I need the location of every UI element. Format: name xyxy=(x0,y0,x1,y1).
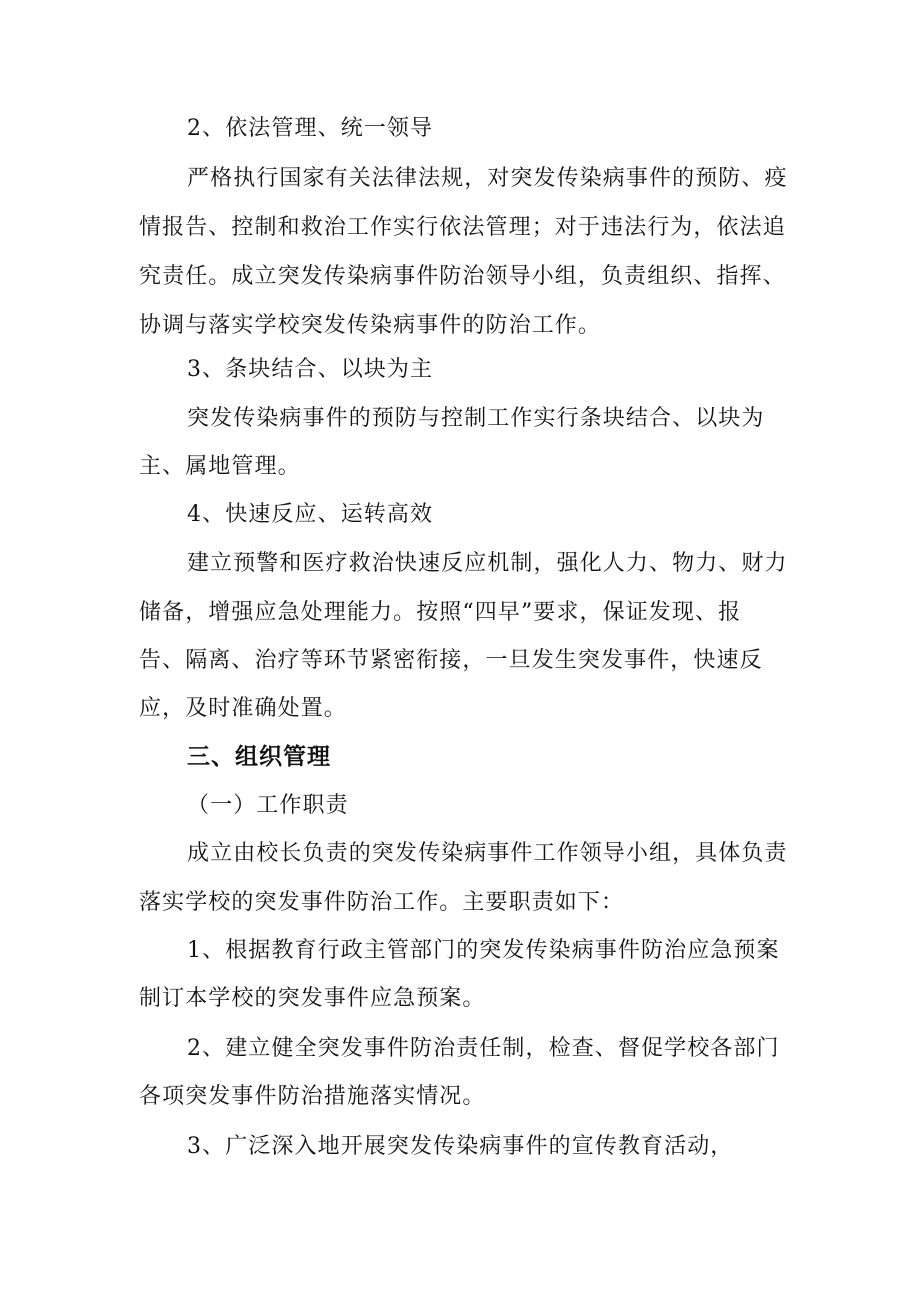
paragraph-line: 究责任。成立突发传染病事件防治领导小组，负责组织、指挥、 xyxy=(139,264,786,289)
principle-4-title: 4、快速反应、运转高效 xyxy=(187,502,434,527)
paragraph-line: 协调与落实学校突发传染病事件的防治工作。 xyxy=(139,313,602,338)
paragraph-line: 应，及时准确处置。 xyxy=(139,696,347,721)
paragraph-line: 各项突发事件防治措施落实情况。 xyxy=(139,1084,486,1109)
paragraph-line: 告、隔离、治疗等环节紧密衔接，一旦发生突发事件，快速反 xyxy=(139,648,763,673)
paragraph-line: 成立由校长负责的突发传染病事件工作领导小组，具体负责 xyxy=(187,841,788,866)
principle-3-title: 3、条块结合、以块为主 xyxy=(187,357,434,382)
subsection-title: （一）工作职责 xyxy=(187,793,349,818)
duty-1-line: 1、根据教育行政主管部门的突发传染病事件防治应急预案 xyxy=(187,938,780,963)
paragraph-line: 主、属地管理。 xyxy=(139,454,301,479)
duty-3-line: 3、广泛深入地开展突发传染病事件的宣传教育活动， xyxy=(187,1134,734,1159)
paragraph-line: 情报告、控制和救治工作实行依法管理；对于违法行为，依法追 xyxy=(139,215,786,240)
principle-2-title: 2、依法管理、统一领导 xyxy=(187,116,434,141)
paragraph-line: 落实学校的突发事件防治工作。主要职责如下： xyxy=(139,890,625,915)
paragraph-line: 储备，增强应急处理能力。按照“四早”要求，保证发现、报 xyxy=(139,600,742,625)
paragraph-line: 制订本学校的突发事件应急预案。 xyxy=(139,986,486,1011)
paragraph-line: 突发传染病事件的预防与控制工作实行条块结合、以块为 xyxy=(187,406,765,431)
paragraph-line: 严格执行国家有关法律法规，对突发传染病事件的预防、疫 xyxy=(187,166,788,191)
paragraph-line: 建立预警和医疗救治快速反应机制，强化人力、物力、财力 xyxy=(187,551,788,576)
section-heading: 三、组织管理 xyxy=(187,744,331,770)
duty-2-line: 2、建立健全突发事件防治责任制，检查、督促学校各部门 xyxy=(187,1036,780,1061)
